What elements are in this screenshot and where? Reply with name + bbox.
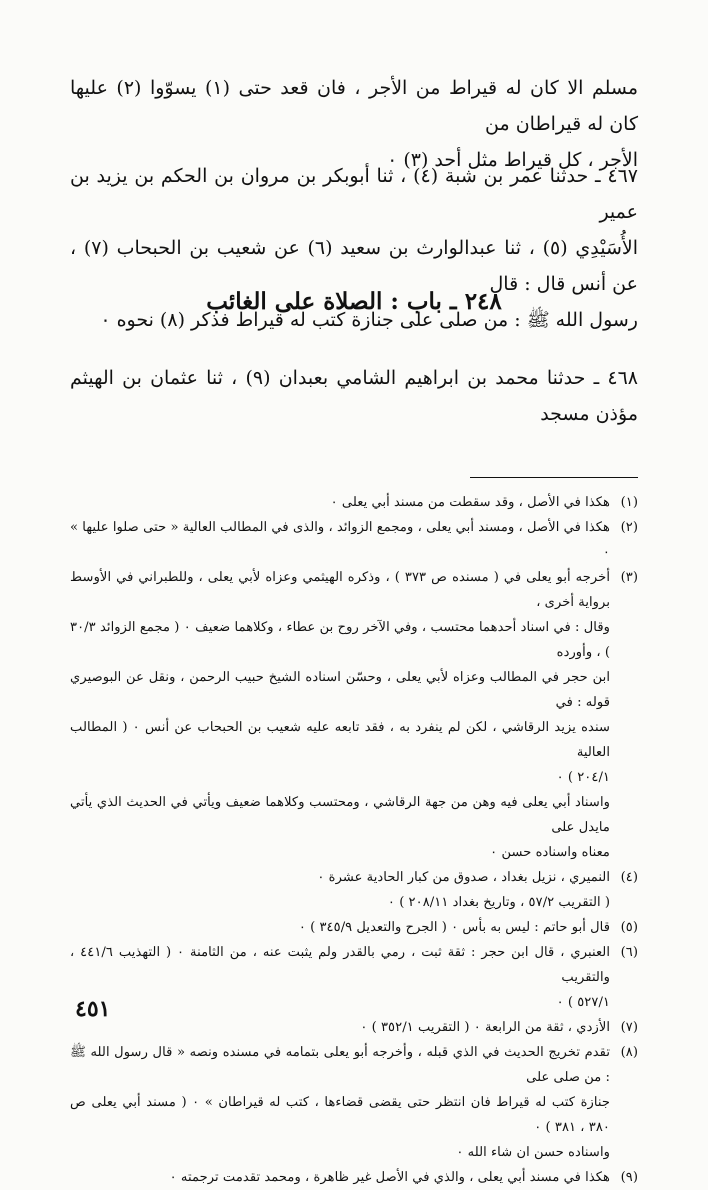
footnote-line: أخرجه أبو يعلى في ( مسنده ص ٣٧٣ ) ، وذكره الهيثمي وعزاه لأبي يعلى ، وللطبراني في الأوسط برواية أخرى ،: [70, 570, 610, 610]
footnote-line: هكذا في مسند أبي يعلى ، والذي في الأصل غير ظاهرة ، ومحمد تقدمت ترجمته ٠: [169, 1170, 610, 1185]
footnote-number: (١): [620, 495, 638, 510]
hadith-467-line-2: الأُسَيْدِي (٥) ، ثنا عبدالوارث بن سعيد (٦) عن شعيب بن الحبحاب (٧) ، عن أنس قال : قال: [70, 237, 638, 295]
footnote-line: ( التقريب ٥٧/٢ ، وتاريخ بغداد ٢٠٨/١١ ) ٠: [387, 895, 610, 910]
footnote-separator: [470, 477, 638, 478]
footnote-line: ٢٠٤/١ ) ٠: [556, 770, 610, 785]
footnote-text: [70, 490, 610, 515]
footnote-line: واسناد أبي يعلى فيه وهن من جهة الرقاشي ، ومحتسب وكلاهما ضعيف ويأتي في الحديث الذي يأتي مايدل على: [70, 795, 610, 835]
intro-line-2: الأجر ، كل قيراط مثل أحد (٣) ٠: [387, 149, 638, 171]
hadith-468-line-1: ٤٦٨ ـ حدثنا محمد بن ابراهيم الشامي بعبدان (٩) ، ثنا عثمان بن الهيثم مؤذن مسجد: [70, 367, 638, 425]
footnote-line: وقال : في اسناد أحدهما محتسب ، وفي الآخر روح بن عطاء ، وكلاهما ضعيف ٠ ( مجمع الزوائد ٣٠/٣ ) ، وأورده: [70, 620, 610, 660]
footnote-line: هكذا في الأصل ، ومسند أبي يعلى ، ومجمع الزوائد ، والذى في المطالب العالية « حتى صلوا عليها » ٠: [70, 520, 610, 560]
footnote-text: [70, 565, 610, 865]
footnote-line: هكذا في الأصل ، وقد سقطت من مسند أبي يعلى ٠: [330, 495, 610, 510]
intro-line-1: مسلم الا كان له قيراط من الأجر ، فان قعد حتى (١) يسوّوا (٢) عليها كان له قيراطان من: [70, 77, 639, 135]
footnote: [70, 565, 638, 865]
footnote-text: [70, 915, 610, 940]
footnote-line: سنده يزيد الرقاشي ، لكن لم ينفرد به ، فقد تابعه عليه شعيب بن الحبحاب عن أنس ٠ ( المطالب العالية: [70, 720, 610, 760]
footnote-text: [70, 1165, 610, 1190]
footnote-text: [70, 1040, 610, 1165]
footnote-number: (٥): [620, 920, 638, 935]
footnote-number: (٧): [620, 1020, 638, 1035]
footnote-line: معناه واسناده حسن ٠: [490, 845, 610, 860]
footnote-line: الأزدي ، ثقة من الرابعة ٠ ( التقريب ٣٥٢/١ ) ٠: [360, 1020, 610, 1035]
footnote: [70, 490, 638, 515]
footnotes-section: [70, 490, 638, 1190]
footnote-number: (٩): [620, 1170, 638, 1185]
footnote-number: (٤): [620, 870, 638, 885]
footnote-text: [70, 865, 610, 915]
hadith-467-line-3: رسول الله ﷺ : من صلى على جنازة كتب له قيراط فذكر (٨) نحوه ٠: [100, 309, 638, 331]
footnote-number: (٦): [620, 945, 638, 960]
footnote-line: ابن حجر في المطالب وعزاه لأبي يعلى ، وحسّن اسناده الشيخ حبيب الرحمن ، ونقل عن البوصيري قوله : في: [70, 670, 610, 710]
footnote-line: قال أبو حاتم : ليس به بأس ٠ ( الجرح والتعديل ٣٤٥/٩ ) ٠: [298, 920, 610, 935]
footnote-text: [70, 515, 610, 565]
footnote: [70, 515, 638, 565]
footnote: [70, 1015, 638, 1040]
footnote-number: (٨): [620, 1045, 638, 1060]
footnote-line: واسناده حسن ان شاء الله ٠: [456, 1145, 610, 1160]
footnote-line: جنازة كتب له قيراط فان انتظر حتى يقضى قضاءها ، كتب له قيراطان » ٠ ( مسند أبي يعلى ص ٣٨٠ ، ٣٨١ ) ٠: [70, 1095, 610, 1135]
footnote: [70, 915, 638, 940]
chapter-heading: ٢٤٨ ـ باب : الصلاة على الغائب: [206, 288, 502, 315]
footnote: [70, 865, 638, 915]
hadith-467-line-1: ٤٦٧ ـ حدثنا عمر بن شبة (٤) ، ثنا أبوبكر بن مروان بن الحكم بن يزيد بن عمير: [70, 165, 638, 223]
footnote-line: العنبري ، قال ابن حجر : ثقة ثبت ، رمي بالقدر ولم يثبت عنه ، من الثامنة ٠ ( التهذيب ٤٤١/٦ ، والتقريب: [70, 945, 610, 985]
footnote-number: (٢): [620, 520, 638, 535]
footnote: [70, 1165, 638, 1190]
footnote-line: ٥٢٧/١ ) ٠: [556, 995, 610, 1010]
footnote: [70, 940, 638, 1015]
hadith-468-paragraph: [70, 360, 638, 432]
page-number: ٤٥١: [75, 996, 111, 1022]
footnote-line: النميري ، نزيل بغداد ، صدوق من كبار الحادية عشرة ٠: [317, 870, 610, 885]
footnote-number: (٣): [620, 570, 638, 585]
footnote-line: تقدم تخريج الحديث في الذي قبله ، وأخرجه أبو يعلى بتمامه في مسنده ونصه « قال رسول الله ﷺ : من صلى على: [70, 1045, 610, 1085]
footnote: [70, 1040, 638, 1165]
